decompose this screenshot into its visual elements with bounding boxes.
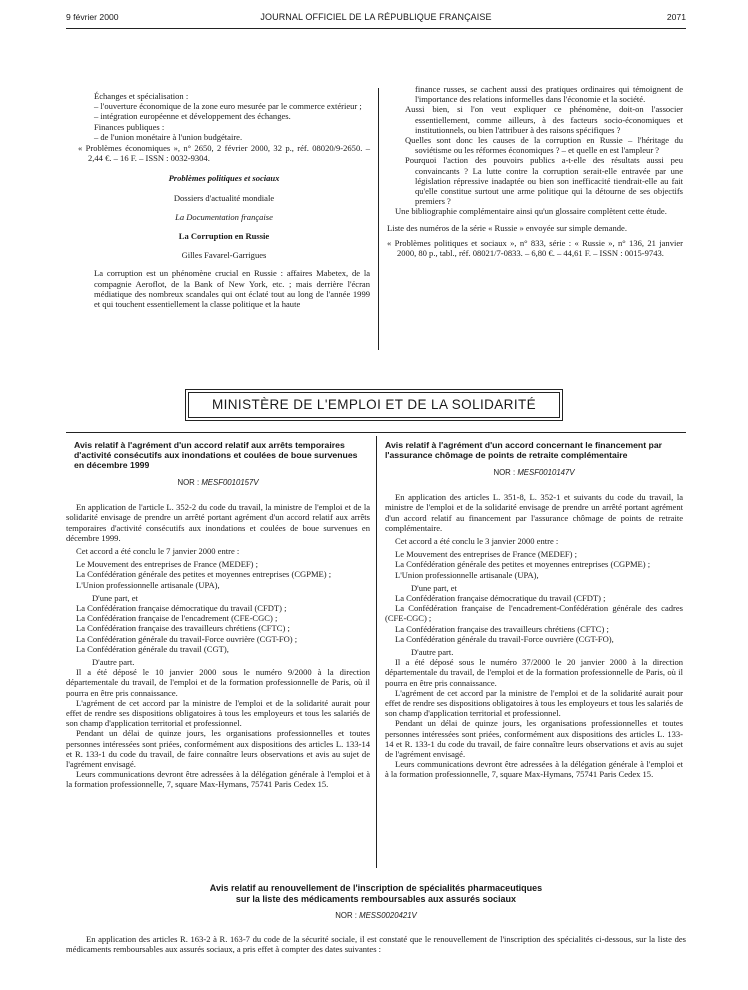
header-date: 9 février 2000	[66, 12, 119, 22]
nor-label: NOR :	[335, 911, 357, 920]
list-line: – l'ouverture économique de la zone euro mesurée par le commerce extérieur ;	[94, 101, 362, 112]
party-line: La Confédération générale du travail-Force ouvrière (CGT-FO) ;	[76, 633, 298, 644]
paragraph: Il a été déposé sous le numéro 37/2000 le 20 janvier 2000 à la direction départementale du travail, de l'emploi et de la formation professionnelle de Paris, où il pourra en être pris connaissance.	[385, 657, 683, 688]
party-line: La Confédération générale du travail (CGT),	[76, 643, 229, 654]
avis-bottom-title	[66, 883, 686, 905]
party-line: La Confédération française démocratique du travail (CFDT) ;	[76, 603, 287, 614]
nor-code: MESF0010157V	[201, 478, 259, 487]
header-rule	[66, 28, 686, 29]
list-line: Échanges et spécialisation :	[94, 91, 189, 101]
party-separator: D'une part, et	[92, 592, 138, 603]
paragraph: Aussi bien, si l'on veut expliquer ce phénomène, doit-on l'associer essentiellement, comme ailleurs, à des facteurs socio-économiques et institutionnels, ou bien l'attribuer à des raisons spécifiques ?	[405, 104, 683, 135]
party-line: La Confédération française des travailleurs chrétiens (CFTC) ;	[395, 623, 609, 634]
series-title: Problèmes politiques et sociaux	[168, 173, 280, 184]
party-line: La Confédération française de l'encadrement-Confédération générale des cadres (CFE-CGC) ;	[385, 603, 683, 624]
nor-code: MESS0020421V	[359, 911, 417, 920]
book-author: Gilles Favarel-Garrigues	[181, 250, 267, 261]
party-line: L'Union professionnelle artisanale (UPA),	[395, 569, 539, 580]
paragraph: Pendant un délai de quinze jours, les organisations professionnelles et toutes personnes intéressées sont priées, conformément aux dispositions des articles L. 133-14 et R. 133-1 du code du travail, de faire connaître leurs observations et avis au sujet de l'agrément envisagé.	[66, 728, 370, 770]
avis-right	[385, 440, 683, 780]
column-divider	[376, 436, 377, 868]
paragraph: Il a été déposé le 10 janvier 2000 sous le numéro 9/2000 à la direction départementale du travail, de l'emploi et de la formation professionnelle de Paris, où il pourra en être pris connaissance.	[66, 667, 370, 698]
party-line: La Confédération générale des petites et moyennes entreprises (CGPME) ;	[395, 559, 651, 570]
avis-title-line: Avis relatif au renouvellement de l'inscription de spécialités pharmaceutiques	[209, 883, 543, 893]
series-list-note: Liste des numéros de la série « Russie » envoyée sur simple demande.	[387, 222, 627, 233]
paragraph: En application des articles R. 163-2 à R. 163-7 du code de la sécurité sociale, il est constaté que le renouvellement de l'inscription des spécialités ci-dessous, sur la liste des médicaments remboursables aux assurés sociaux, a pris effet à compter des dates suivantes :	[66, 934, 686, 955]
paragraph: Une bibliographie complémentaire ainsi qu'un glossaire complètent cette étude.	[395, 206, 667, 217]
header-page-number: 2071	[666, 12, 686, 22]
section-rule	[66, 432, 686, 433]
party-line: La Confédération française des travailleurs chrétiens (CFTC) ;	[76, 623, 290, 634]
nor-label: NOR :	[493, 468, 516, 477]
nor-reference	[66, 911, 686, 920]
header-title: JOURNAL OFFICIEL DE LA RÉPUBLIQUE FRANÇAISE	[260, 12, 492, 22]
publication-reference: « Problèmes économiques », n° 2650, 2 février 2000, 32 p., réf. 08020/9-2650. – 2,44 €. – 16 F. – ISSN : 0032-9304.	[78, 143, 370, 164]
party-separator: D'autre part.	[411, 647, 454, 658]
book-title: La Corruption en Russie	[178, 231, 270, 242]
paragraph: L'agrément de cet accord par la ministre de l'emploi et de la solidarité aurait pour effet de rendre ses dispositions obligatoires à tous les employeurs et tous les salariés de son champ d'application territorial et professionnel.	[66, 697, 370, 729]
party-line: La Confédération générale du travail-Force ouvrière (CGT-FO),	[395, 633, 614, 644]
book-intro-text: La corruption est un phénomène crucial en Russie : affaires Mabetex, de la compagnie Aeroflot, de la Bank of New York, etc. ; mais derrière l'écran médiatique des nombreux scandales qui ont éclaté tout au long de l'année 1999 et qui touchent essentiellement la classe politique et la haute	[94, 268, 370, 310]
paragraph: En application de l'article L. 352-2 du code du travail, la ministre de l'emploi et de la solidarité envisage de prendre un arrêté portant agrément d'un accord relatif aux arrêts temporaires d'activité consécutifs aux inondations et coulées de boue survenues en décembre 1999.	[66, 502, 370, 543]
party-line: Le Mouvement des entreprises de France (MEDEF) ;	[76, 559, 259, 570]
paragraph: En application des articles L. 351-8, L. 352-1 et suivants du code du travail, la ministre de l'emploi et de la solidarité envisage de prendre un arrêté portant agrément d'un accord relatif au financement par l'assurance chômage de points de retraite complémentaire.	[385, 492, 683, 533]
party-line: L'Union professionnelle artisanale (UPA),	[76, 579, 220, 590]
party-line: La Confédération française démocratique du travail (CFDT) ;	[395, 593, 606, 604]
publisher: La Documentation française	[175, 211, 273, 222]
paragraph: Quelles sont donc les causes de la corruption en Russie – l'héritage du soviétisme ou les réformes économiques ? – et quelle en est l'ampleur ?	[405, 135, 683, 156]
publication-reference: « Problèmes politiques et sociaux », n° 833, série : « Russie », n° 136, 21 janvier 2000, 80 p., tabl., réf. 08021/7-0833. – 6,80 €. – 44,61 F. – ISSN : 0015-9743.	[387, 237, 683, 259]
list-line: – intégration européenne et développement des échanges.	[94, 111, 291, 122]
paragraph: Leurs communications devront être adressées à la délégation générale à l'emploi et à la formation professionnelle, 7, square Max-Hymans, 75741 Paris Cedex 15.	[66, 769, 370, 790]
avis-left	[66, 440, 370, 790]
nor-label: NOR :	[177, 478, 200, 487]
subseries-title: Dossiers d'actualité mondiale	[173, 192, 275, 203]
party-separator: D'une part, et	[411, 582, 457, 593]
nor-reference	[66, 478, 370, 488]
party-line: La Confédération française de l'encadrement (CFE-CGC) ;	[76, 613, 278, 624]
top-right-column	[387, 84, 683, 258]
book-intro	[78, 268, 370, 309]
paragraph: Pourquoi l'action des pouvoirs publics a-t-elle des résultats aussi peu convaincants ? La lutte contre la corruption serait-elle entravée par une législation répressive inadaptée ou bien son inefficacité tiendrait-elle au fait qu'elle constitue surtout une arme politique qui la détourne de ses objectifs premiers ?	[405, 155, 683, 207]
running-header	[66, 12, 686, 26]
avis-title: Avis relatif à l'agrément d'un accord relatif aux arrêts temporaires d'activité consécutifs aux inondations et coulées de boue survenues en décembre 1999	[74, 440, 358, 470]
party-separator: D'autre part.	[92, 657, 135, 668]
list-line: – de l'union monétaire à l'union budgétaire.	[94, 131, 243, 142]
paragraph: finance russes, se cachent aussi des pratiques ordinaires qui témoignent de l'importance des relations informelles dans l'économie et la société.	[415, 84, 683, 105]
paragraph: Leurs communications devront être adressées à la délégation générale à l'emploi et à la formation professionnelle, 7, square Max-Hymans, 75741 Paris Cedex 15.	[385, 759, 683, 780]
paragraph: Cet accord a été conclu le 7 janvier 2000 entre :	[76, 546, 240, 557]
paragraph: Cet accord a été conclu le 3 janvier 2000 entre :	[395, 536, 559, 547]
party-line: La Confédération générale des petites et moyennes entreprises (CGPME) ;	[76, 569, 332, 580]
avis-title-line: sur la liste des médicaments remboursables aux assurés sociaux	[235, 894, 517, 904]
nor-code: MESF0010147V	[517, 468, 575, 477]
nor-reference	[385, 468, 683, 478]
ministry-title: MINISTÈRE DE L'EMPLOI ET DE LA SOLIDARITÉ	[188, 392, 560, 418]
party-line: Le Mouvement des entreprises de France (MEDEF) ;	[395, 549, 578, 560]
paragraph: Pendant un délai de quinze jours, les organisations professionnelles et toutes personnes intéressées sont priées, conformément aux dispositions des articles L. 133-14 et R. 133-1 du code du travail, de faire connaître leurs observations et avis au sujet de l'agrément envisagé.	[385, 718, 683, 760]
list-line: Finances publiques :	[94, 121, 165, 132]
paragraph: L'agrément de cet accord par la ministre de l'emploi et de la solidarité aurait pour effet de rendre ses dispositions obligatoires à tous les employeurs et tous les salariés de son champ d'application territorial et professionnel.	[385, 687, 683, 719]
top-left-column	[78, 91, 370, 309]
column-divider	[378, 88, 379, 350]
avis-title: Avis relatif à l'agrément d'un accord concernant le financement par l'assurance chômage de points de retraite complémentaire	[385, 440, 663, 460]
